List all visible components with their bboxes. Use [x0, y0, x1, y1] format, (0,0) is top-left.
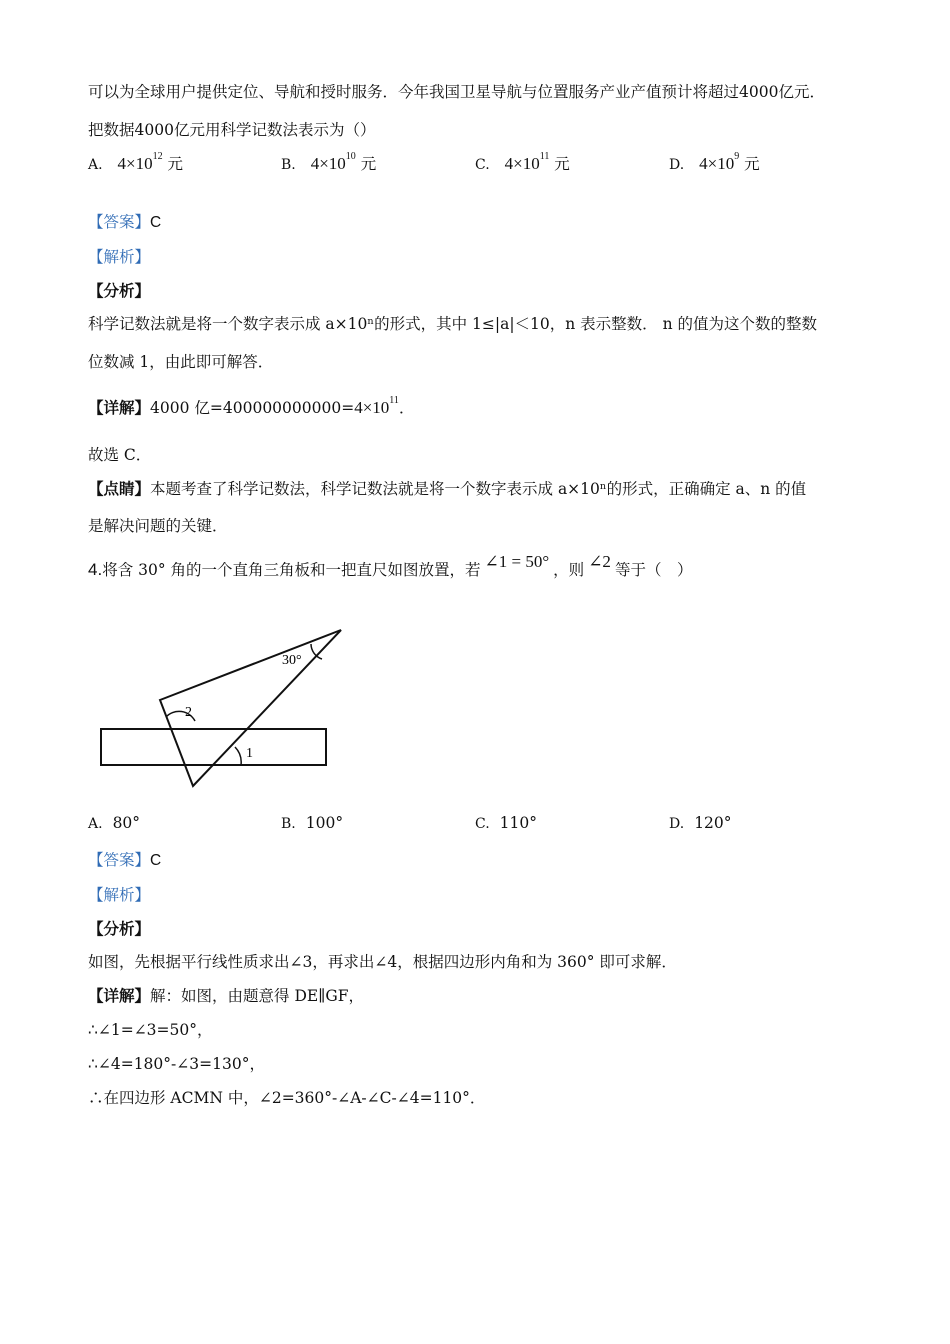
ruler — [101, 729, 326, 765]
q4-step3: ∴在四边形 ACMN 中，∠2=360°-∠A-∠C-∠4=110°． — [88, 1089, 486, 1107]
q4-xiangjie: 【详解】解：如图，由题意得 DE∥GF， — [88, 986, 364, 1005]
q4-answer: 【答案】C — [88, 851, 162, 869]
q3-stem-line1: 可以为全球用户提供定位、导航和授时服务．今年我国卫星导航与位置服务产业产值预计将超过4000亿元． — [88, 83, 825, 101]
q3-fenxi-tag: 【分析】 — [88, 281, 151, 300]
q3-option-d: D. $4\times 10^9$ 元 — [669, 150, 760, 173]
q3-fenxi-line1: 科学记数法就是将一个数字表示成 a×10ⁿ的形式，其中 1≤|a|＜10，n 表示整数． n 的值为这个数的整数 — [88, 315, 818, 333]
q4-option-a: A. 80° — [88, 814, 141, 832]
q3-dianjing-line2: 是解决问题的关键． — [88, 517, 228, 535]
q4-step1: ∴∠1=∠3=50°， — [88, 1021, 213, 1039]
q3-option-b: B. $4\times 10^{10}$ 元 — [281, 150, 377, 173]
q4-stem: 4.将含 30° 角的一个直角三角板和一把直尺如图放置，若 ∠1 = 50° ，则 ∠2 等于（ ） — [88, 552, 693, 579]
q4-option-c: C. 110° — [475, 814, 538, 832]
q3-option-c: C. $4\times 10^{11}$ 元 — [475, 150, 570, 173]
q3-answer: 【答案】C — [88, 213, 162, 231]
label-2: 2 — [185, 705, 192, 720]
q4-option-d: D. 120° — [669, 814, 732, 832]
q3-jiexi-tag: 【解析】 — [88, 248, 151, 266]
q4-fenxi-tag: 【分析】 — [88, 919, 151, 938]
q4-jiexi-tag: 【解析】 — [88, 886, 151, 904]
label-30: 30° — [282, 653, 302, 668]
q3-guxuan: 故选 C． — [88, 446, 152, 464]
q4-option-b: B. 100° — [281, 814, 344, 832]
q4-fenxi-text: 如图，先根据平行线性质求出∠3，再求出∠4，根据四边形内角和为 360° 即可求解． — [88, 953, 677, 971]
q3-xiangjie: 【详解】4000 亿$=400000000000=4\times 10^{11}$． — [88, 394, 415, 417]
q3-fenxi-line2: 位数减 1，由此即可解答． — [88, 353, 274, 371]
q4-step2: ∴∠4=180°-∠3=130°， — [88, 1055, 265, 1073]
label-1: 1 — [246, 746, 253, 761]
q3-stem-line2: 把数据4000亿元用科学记数法表示为（） — [88, 121, 376, 139]
q4-figure — [90, 620, 350, 795]
angle-1-arc — [235, 747, 241, 765]
q3-dianjing-line1: 【点睛】本题考查了科学记数法，科学记数法就是将一个数字表示成 a×10ⁿ的形式，正确确定 a、n 的值 — [88, 479, 807, 498]
q3-option-a: A. $4\times 10^{12}$ 元 — [88, 150, 184, 173]
